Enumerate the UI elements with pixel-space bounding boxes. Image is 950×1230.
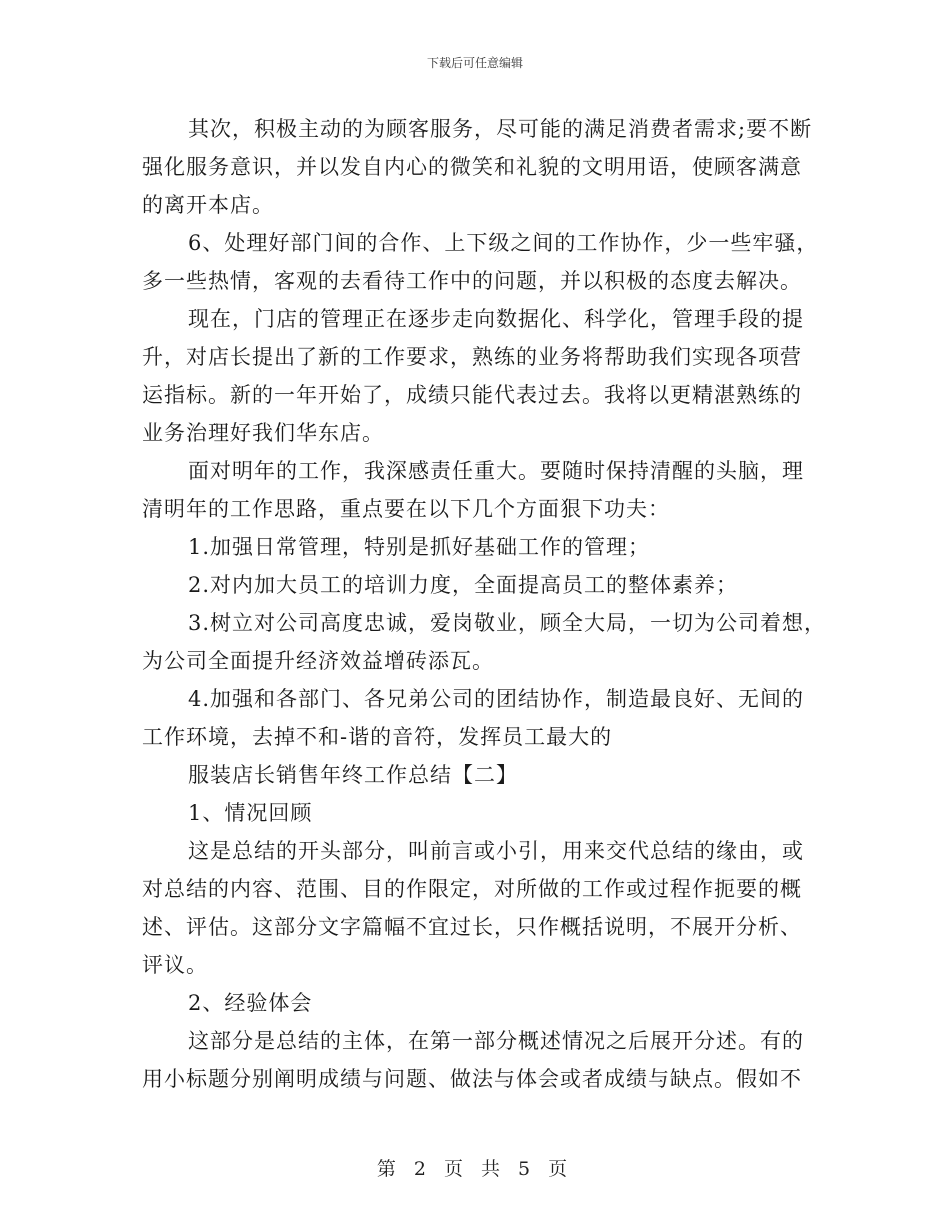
text-line: 4.加强和各部门、各兄弟公司的团结协作，制造最良好、无间的: [188, 687, 805, 711]
text-line: 多一些热情，客观的去看待工作中的问题，并以积极的态度去解决。: [142, 269, 802, 293]
text-line: 为公司全面提升经济效益增砖添瓦。: [142, 649, 494, 673]
text-line: 2.对内加大员工的培训力度，全面提高员工的整体素养；: [188, 573, 739, 597]
text-line: 的离开本店。: [142, 193, 274, 217]
text-line: 升，对店长提出了新的工作要求，熟练的业务将帮助我们实现各项营: [142, 345, 802, 369]
text-line: 服装店长销售年终工作总结【二】: [188, 763, 518, 787]
text-line: 1、情况回顾: [188, 801, 313, 825]
text-line: 现在，门店的管理正在逐步走向数据化、科学化，管理手段的提: [188, 307, 804, 331]
text-line: 其次，积极主动的为顾客服务，尽可能的满足消费者需求;要不断: [188, 117, 813, 141]
text-line: 工作环境，去掉不和-谐的音符，发挥员工最大的: [142, 725, 613, 749]
page-header: 下载后可任意编辑: [426, 56, 523, 70]
document-body: [142, 110, 827, 1098]
text-line: 用小标题分别阐明成绩与问题、做法与体会或者成绩与缺点。假如不: [142, 1067, 802, 1091]
text-line: 评议。: [142, 953, 208, 977]
text-line: 运指标。新的一年开始了，成绩只能代表过去。我将以更精湛熟练的: [142, 383, 802, 407]
text-line: 业务治理好我们华东店。: [142, 421, 384, 445]
text-line: 这是总结的开头部分，叫前言或小引，用来交代总结的缘由，或: [188, 839, 804, 863]
page-number-footer: 第 2 页 共 5 页: [376, 1158, 574, 1180]
text-line: 面对明年的工作，我深感责任重大。要随时保持清醒的头脑，理: [188, 459, 804, 483]
text-line: 这部分是总结的主体，在第一部分概述情况之后展开分述。有的: [188, 1029, 804, 1053]
text-line: 2、经验体会: [188, 991, 313, 1015]
text-line: 对总结的内容、范围、目的作限定，对所做的工作或过程作扼要的概: [142, 877, 802, 901]
text-line: 清明年的工作思路，重点要在以下几个方面狠下功夫：: [142, 497, 670, 521]
text-line: 强化服务意识，并以发自内心的微笑和礼貌的文明用语，使顾客满意: [142, 155, 802, 179]
text-line: 3.树立对公司高度忠诚，爱岗敬业，顾全大局，一切为公司着想，: [188, 611, 827, 635]
text-line: 1.加强日常管理，特别是抓好基础工作的管理；: [188, 535, 651, 559]
text-line: 6、处理好部门间的合作、上下级之间的工作协作，少一些牢骚，: [188, 231, 819, 255]
text-line: 述、评估。这部分文字篇幅不宜过长，只作概括说明，不展开分析、: [142, 915, 802, 939]
